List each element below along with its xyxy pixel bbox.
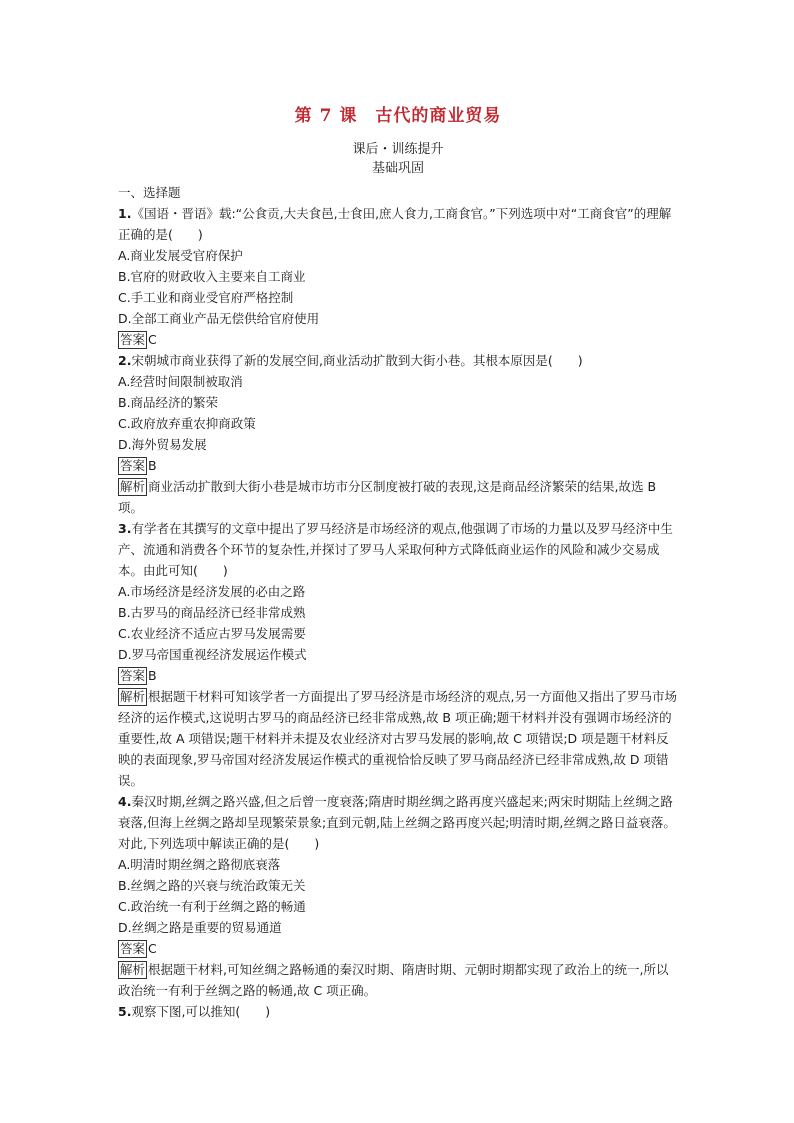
option-c: C.农业经济不适应古罗马发展需要 bbox=[118, 626, 306, 641]
answer-label: 答案 bbox=[120, 332, 146, 347]
question-text: 有学者在其撰写的文章中提出了罗马经济是市场经济的观点,他强调了市场的力量以及罗马经济中生产、流通和消费各个环节的复杂性,并探讨了罗马人采取何种方式降低商业运作的风险和减少交易成本。由此可知( ) bbox=[118, 521, 673, 578]
option-b: B.商品经济的繁荣 bbox=[118, 395, 219, 410]
analysis-line bbox=[118, 476, 678, 518]
question-number: 2. bbox=[118, 353, 132, 368]
option-a: A.明清时期丝绸之路彻底衰落 bbox=[118, 857, 281, 872]
option-d: D.丝绸之路是重要的贸易通道 bbox=[118, 920, 282, 935]
analysis-line bbox=[118, 686, 678, 791]
option-b: B.丝绸之路的兴衰与统治政策无关 bbox=[118, 878, 306, 893]
question-text: 观察下图,可以推知( ) bbox=[131, 1004, 271, 1019]
answer-label: 答案 bbox=[120, 941, 146, 956]
analysis-text: 根据题干材料,可知丝绸之路畅通的秦汉时期、隋唐时期、元朝时期都实现了政治上的统一,所以政治统一有利于丝绸之路的畅通,故 C 项正确。 bbox=[118, 962, 669, 998]
question-stem bbox=[118, 1001, 678, 1022]
option-b: B.古罗马的商品经济已经非常成熟 bbox=[118, 605, 306, 620]
analysis-label: 解析 bbox=[120, 962, 146, 977]
question-1 bbox=[118, 203, 678, 350]
question-3 bbox=[118, 518, 678, 791]
question-text: 宋朝城市商业获得了新的发展空间,商业活动扩散到大街小巷。其根本原因是( ) bbox=[131, 353, 583, 368]
question-number: 4. bbox=[118, 794, 132, 809]
question-2 bbox=[118, 350, 678, 518]
option-d: D.全部工商业产品无偿供给官府使用 bbox=[118, 311, 320, 326]
option-a: A.商业发展受官府保护 bbox=[118, 248, 243, 263]
option-b: B.官府的财政收入主要来自工商业 bbox=[118, 269, 306, 284]
analysis-text: 商业活动扩散到大街小巷是城市坊市分区制度被打破的表现,这是商品经济繁荣的结果,故选 B 项。 bbox=[118, 479, 657, 515]
answer-line bbox=[118, 938, 678, 959]
question-number: 5. bbox=[118, 1004, 132, 1019]
section-label: 一、选择题 bbox=[118, 185, 181, 200]
answer-line bbox=[118, 329, 678, 350]
answer-label: 答案 bbox=[120, 458, 146, 473]
section-title: 基础巩固 bbox=[371, 161, 424, 176]
option-c: C.手工业和商业受官府严格控制 bbox=[118, 290, 294, 305]
question-stem bbox=[118, 518, 678, 581]
option-d: D.海外贸易发展 bbox=[118, 437, 207, 452]
question-number: 3. bbox=[118, 521, 132, 536]
question-text: 《国语・晋语》载:“公食贡,大夫食邑,士食田,庶人食力,工商食官。”下列选项中对“工商食官”的理解正确的是( ) bbox=[118, 206, 672, 242]
option-c: C.政府放弃重农抑商政策 bbox=[118, 416, 256, 431]
option-d: D.罗马帝国重视经济发展运作模式 bbox=[118, 647, 307, 662]
question-number: 1. bbox=[118, 206, 132, 221]
answer-value: B bbox=[148, 668, 157, 683]
answer-value: C bbox=[148, 332, 157, 347]
question-text: 秦汉时期,丝绸之路兴盛,但之后曾一度衰落;隋唐时期丝绸之路再度兴盛起来;两宋时期陆上丝绸之路衰落,但海上丝绸之路却呈现繁荣景象;直到元朝,陆上丝绸之路再度兴起;明清时期,丝绸之路日益衰落。对此,下列选项中解读正确的是( ) bbox=[118, 794, 676, 851]
answer-line bbox=[118, 455, 678, 476]
answer-line bbox=[118, 665, 678, 686]
question-4 bbox=[118, 791, 678, 1001]
page-subtitle: 课后・训练提升 bbox=[352, 142, 444, 157]
option-c: C.政治统一有利于丝绸之路的畅通 bbox=[118, 899, 306, 914]
document-page bbox=[118, 104, 678, 1022]
analysis-text: 根据题干材料可知该学者一方面提出了罗马经济是市场经济的观点,另一方面他又指出了罗马市场经济的运作模式,这说明古罗马的商品经济已经非常成熟,故 B 项正确;题干材料并没有强调市场经济的重要性,故 A 项错误;题干材料并未提及农业经济对古罗马发展的影响,故 C 项错误;D 项是题干材料反映的表面现象,罗马帝国对经济发展运作模式的重视恰恰反映了罗马商品经济已经非常成熟,故 D 项错误。 bbox=[118, 689, 677, 788]
option-a: A.市场经济是经济发展的必由之路 bbox=[118, 584, 306, 599]
answer-label: 答案 bbox=[120, 668, 146, 683]
page-title: 第 7 课 古代的商业贸易 bbox=[294, 106, 502, 126]
option-a: A.经营时间限制被取消 bbox=[118, 374, 243, 389]
analysis-line bbox=[118, 959, 678, 1001]
question-5 bbox=[118, 1001, 678, 1022]
question-stem bbox=[118, 791, 678, 854]
question-stem bbox=[118, 203, 678, 245]
question-stem bbox=[118, 350, 678, 371]
analysis-label: 解析 bbox=[120, 479, 146, 494]
analysis-label: 解析 bbox=[120, 689, 146, 704]
answer-value: B bbox=[148, 458, 157, 473]
answer-value: C bbox=[148, 941, 157, 956]
